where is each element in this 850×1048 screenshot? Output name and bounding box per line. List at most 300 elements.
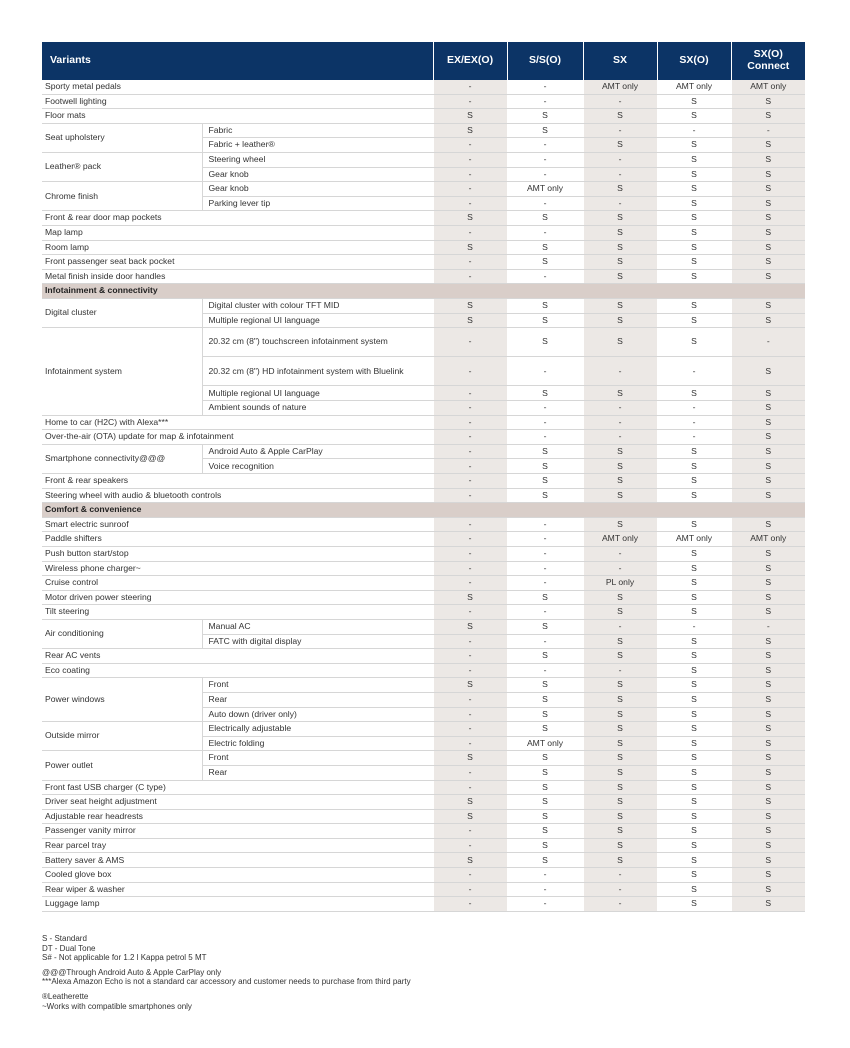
variant-value: S [583, 211, 657, 226]
variant-value: S [657, 765, 731, 780]
variant-value: S [583, 255, 657, 270]
variant-value: - [657, 415, 731, 430]
variant-value: S [583, 225, 657, 240]
feature-name: Eco coating [42, 663, 433, 678]
table-row [42, 751, 805, 766]
table-row [42, 80, 805, 94]
variant-value: S [731, 182, 805, 197]
table-body [42, 80, 805, 911]
variant-value: S [657, 795, 731, 810]
footnotes [42, 934, 411, 1011]
sub-feature-name: FATC with digital display [202, 634, 433, 649]
table-row [42, 663, 805, 678]
table-header [42, 42, 805, 80]
feature-name: Wireless phone charger~ [42, 561, 433, 576]
variant-value: - [507, 138, 583, 153]
variant-value: S [731, 415, 805, 430]
variant-value: S [731, 459, 805, 474]
header-row [42, 42, 805, 80]
variant-value: - [433, 474, 507, 489]
variant-value: - [433, 255, 507, 270]
variant-value: - [583, 94, 657, 109]
variant-value: S [657, 517, 731, 532]
variant-value: - [433, 182, 507, 197]
variant-value: S [583, 824, 657, 839]
sub-feature-name: Manual AC [202, 619, 433, 634]
feature-name: Front fast USB charger (C type) [42, 780, 433, 795]
feature-name: Floor mats [42, 109, 433, 124]
variant-value: - [657, 357, 731, 386]
variant-value: S [507, 751, 583, 766]
variant-value: S [731, 211, 805, 226]
table-row [42, 853, 805, 868]
variant-value: - [507, 152, 583, 167]
variant-value: - [583, 663, 657, 678]
variant-value: S [731, 138, 805, 153]
variant-value: S [731, 897, 805, 912]
section-row [42, 503, 805, 518]
table-row [42, 488, 805, 503]
sub-feature-name: Fabric + leather® [202, 138, 433, 153]
sub-feature-name: Android Auto & Apple CarPlay [202, 444, 433, 459]
feature-name: Front & rear speakers [42, 474, 433, 489]
variant-value: - [433, 868, 507, 883]
variant-value: S [657, 167, 731, 182]
spec-sheet [42, 42, 805, 912]
variant-value: S [507, 765, 583, 780]
variant-value: S [657, 94, 731, 109]
variant-value: S [731, 255, 805, 270]
variant-value: - [731, 328, 805, 357]
variant-value: - [507, 634, 583, 649]
variant-value: S [731, 225, 805, 240]
variant-value: S [433, 619, 507, 634]
variant-value: - [433, 517, 507, 532]
footnote: @@@Through Android Auto & Apple CarPlay only [42, 967, 222, 977]
variant-value: - [507, 430, 583, 445]
variant-value: AMT only [507, 182, 583, 197]
variant-value: - [657, 619, 731, 634]
table-row [42, 605, 805, 620]
variant-value: S [507, 722, 583, 737]
variant-value: S [731, 868, 805, 883]
variant-value: S [731, 736, 805, 751]
variant-value: S [731, 167, 805, 182]
variant-value: - [583, 357, 657, 386]
variant-value: - [433, 415, 507, 430]
variant-value: S [583, 780, 657, 795]
variant-value: S [731, 269, 805, 284]
feature-name: Front & rear door map pockets [42, 211, 433, 226]
variant-value: - [433, 444, 507, 459]
variant-value: - [583, 897, 657, 912]
feature-name: Push button start/stop [42, 547, 433, 562]
variant-value: S [731, 313, 805, 328]
variant-value: S [657, 298, 731, 313]
footnote: DT - Dual Tone [42, 943, 96, 953]
variant-value: AMT only [731, 532, 805, 547]
variant-value: - [433, 357, 507, 386]
feature-name: Cruise control [42, 576, 433, 591]
variant-value: - [507, 401, 583, 416]
section-title: Infotainment & connectivity [42, 284, 805, 299]
variant-value: S [583, 488, 657, 503]
variant-value: S [731, 765, 805, 780]
table-row [42, 780, 805, 795]
variant-value: S [731, 517, 805, 532]
variant-value: - [657, 401, 731, 416]
variant-value: - [433, 532, 507, 547]
variant-value: S [731, 444, 805, 459]
variant-value: - [507, 576, 583, 591]
variant-value: S [731, 780, 805, 795]
variant-value: - [583, 547, 657, 562]
variant-value: - [433, 401, 507, 416]
feature-name: Paddle shifters [42, 532, 433, 547]
header-sx: SX [583, 42, 657, 80]
variant-value: S [433, 123, 507, 138]
footnote: ***Alexa Amazon Echo is not a standard car accessory and customer needs to purchase from third party [42, 977, 411, 987]
variant-value: - [433, 196, 507, 211]
variant-value: S [433, 590, 507, 605]
variant-value: S [583, 634, 657, 649]
feature-name: Map lamp [42, 225, 433, 240]
variant-value: S [583, 240, 657, 255]
variant-value: S [583, 853, 657, 868]
table-row [42, 225, 805, 240]
sub-feature-name: Gear knob [202, 182, 433, 197]
variant-value: S [731, 94, 805, 109]
variant-value: S [507, 313, 583, 328]
feature-name: Metal finish inside door handles [42, 269, 433, 284]
variant-value: S [731, 547, 805, 562]
variant-value: S [657, 240, 731, 255]
variant-value: - [433, 765, 507, 780]
table-row [42, 678, 805, 693]
variant-value: S [583, 459, 657, 474]
table-row [42, 590, 805, 605]
variant-value: S [507, 123, 583, 138]
sub-feature-name: Ambient sounds of nature [202, 401, 433, 416]
variant-value: S [657, 605, 731, 620]
feature-name: Driver seat height adjustment [42, 795, 433, 810]
variant-value: - [433, 430, 507, 445]
variant-value: S [433, 678, 507, 693]
variant-value: S [433, 313, 507, 328]
variant-value: S [583, 138, 657, 153]
variant-value: S [583, 692, 657, 707]
variant-value: S [657, 488, 731, 503]
variant-value: S [583, 722, 657, 737]
variant-value: AMT only [583, 80, 657, 94]
variant-value: S [731, 678, 805, 693]
variant-value: - [731, 619, 805, 634]
feature-name: Over-the-air (OTA) update for map & infotainment [42, 430, 433, 445]
variant-value: - [507, 517, 583, 532]
variant-value: AMT only [657, 80, 731, 94]
variant-value: - [433, 328, 507, 357]
variant-value: - [433, 605, 507, 620]
variant-value: S [731, 152, 805, 167]
variant-value: - [433, 780, 507, 795]
sub-feature-name: Rear [202, 765, 433, 780]
variant-value: S [731, 488, 805, 503]
table-row [42, 649, 805, 664]
variant-value: S [657, 634, 731, 649]
variant-value: - [583, 430, 657, 445]
variant-value: S [507, 109, 583, 124]
variant-value: AMT only [507, 736, 583, 751]
variant-value: S [731, 474, 805, 489]
feature-name: Battery saver & AMS [42, 853, 433, 868]
variant-value: - [583, 123, 657, 138]
table-row [42, 298, 805, 313]
table-row [42, 868, 805, 883]
variant-value: - [433, 576, 507, 591]
variant-value: - [433, 838, 507, 853]
variant-value: S [507, 824, 583, 839]
variant-value: - [507, 547, 583, 562]
variant-value: S [731, 795, 805, 810]
variant-value: S [731, 707, 805, 722]
sub-feature-name: Multiple regional UI language [202, 313, 433, 328]
variant-value: S [507, 795, 583, 810]
table-row [42, 94, 805, 109]
feature-name: Leather® pack [42, 152, 202, 181]
variant-value: AMT only [657, 532, 731, 547]
table-row [42, 619, 805, 634]
variant-value: - [433, 138, 507, 153]
variant-value: S [583, 765, 657, 780]
variant-value: S [731, 401, 805, 416]
variant-value: S [657, 678, 731, 693]
sub-feature-name: Electric folding [202, 736, 433, 751]
variant-value: S [507, 255, 583, 270]
variant-value: S [731, 882, 805, 897]
section-row [42, 284, 805, 299]
variant-value: - [583, 167, 657, 182]
variant-value: S [507, 853, 583, 868]
variant-value: - [433, 547, 507, 562]
variant-value: S [731, 824, 805, 839]
variant-value: - [507, 561, 583, 576]
variant-value: - [433, 649, 507, 664]
variant-value: S [507, 809, 583, 824]
variant-value: S [657, 444, 731, 459]
variant-value: S [583, 386, 657, 401]
variant-value: S [507, 619, 583, 634]
variant-value: S [657, 474, 731, 489]
variant-value: S [731, 196, 805, 211]
variant-value: - [657, 430, 731, 445]
variant-value: - [433, 152, 507, 167]
variant-value: S [657, 561, 731, 576]
table-row [42, 882, 805, 897]
variant-value: S [583, 328, 657, 357]
variant-value: S [583, 298, 657, 313]
variant-value: - [583, 561, 657, 576]
sub-feature-name: Digital cluster with colour TFT MID [202, 298, 433, 313]
feature-name: Rear parcel tray [42, 838, 433, 853]
footnote: S# - Not applicable for 1.2 l Kappa petrol 5 MT [42, 953, 207, 963]
variant-value: S [731, 722, 805, 737]
variant-value: S [433, 853, 507, 868]
variant-value: - [507, 80, 583, 94]
variant-value: - [583, 196, 657, 211]
variant-value: S [433, 211, 507, 226]
variant-value: - [583, 868, 657, 883]
variant-value: S [507, 780, 583, 795]
variant-value: - [433, 663, 507, 678]
variant-value: - [657, 123, 731, 138]
variant-value: S [583, 517, 657, 532]
feature-name: Rear AC vents [42, 649, 433, 664]
feature-name: Tilt steering [42, 605, 433, 620]
footnote: S - Standard [42, 934, 87, 943]
variant-value: - [433, 634, 507, 649]
variant-value: S [507, 211, 583, 226]
sub-feature-name: 20.32 cm (8") HD infotainment system with Bluelink [202, 357, 433, 386]
variant-value: S [583, 269, 657, 284]
sub-feature-name: Fabric [202, 123, 433, 138]
table-row [42, 109, 805, 124]
variant-value: S [657, 897, 731, 912]
variant-value: S [433, 751, 507, 766]
variant-value: S [433, 809, 507, 824]
variant-value: - [507, 269, 583, 284]
sub-feature-name: 20.32 cm (8") touchscreen infotainment system [202, 328, 433, 357]
table-row [42, 795, 805, 810]
variant-value: S [657, 196, 731, 211]
variant-value: S [731, 430, 805, 445]
variant-value: S [657, 736, 731, 751]
variant-value: S [583, 182, 657, 197]
variant-feature-table [42, 42, 805, 912]
variant-value: S [731, 751, 805, 766]
variant-value: - [433, 882, 507, 897]
variant-value: S [583, 109, 657, 124]
variant-value: - [583, 415, 657, 430]
feature-name: Front passenger seat back pocket [42, 255, 433, 270]
variant-value: S [583, 795, 657, 810]
table-row [42, 415, 805, 430]
table-row [42, 328, 805, 357]
variant-value: S [731, 298, 805, 313]
variant-value: S [433, 109, 507, 124]
table-row [42, 576, 805, 591]
feature-name: Rear wiper & washer [42, 882, 433, 897]
variant-value: - [507, 532, 583, 547]
variant-value: S [731, 240, 805, 255]
variant-value: S [507, 328, 583, 357]
table-row [42, 255, 805, 270]
variant-value: S [657, 751, 731, 766]
variant-value: S [657, 547, 731, 562]
variant-value: S [731, 649, 805, 664]
section-title: Comfort & convenience [42, 503, 805, 518]
variant-value: S [657, 255, 731, 270]
feature-name: Chrome finish [42, 182, 202, 211]
variant-value: S [583, 444, 657, 459]
feature-name: Passenger vanity mirror [42, 824, 433, 839]
table-row [42, 809, 805, 824]
variant-value: S [583, 707, 657, 722]
variant-value: - [583, 401, 657, 416]
variant-value: S [657, 313, 731, 328]
variant-value: S [583, 678, 657, 693]
variant-value: - [507, 167, 583, 182]
feature-name: Motor driven power steering [42, 590, 433, 605]
variant-value: - [507, 196, 583, 211]
variant-value: S [657, 868, 731, 883]
footnote: ®Leatherette [42, 991, 89, 1001]
variant-value: S [731, 576, 805, 591]
feature-name: Footwell lighting [42, 94, 433, 109]
header-variants: Variants [42, 42, 433, 80]
variant-value: S [507, 386, 583, 401]
variant-value: S [583, 809, 657, 824]
variant-value: S [433, 240, 507, 255]
variant-value: - [433, 167, 507, 182]
variant-value: S [657, 182, 731, 197]
table-row [42, 824, 805, 839]
feature-name: Cooled glove box [42, 868, 433, 883]
variant-value: S [657, 590, 731, 605]
variant-value: - [433, 561, 507, 576]
table-row [42, 474, 805, 489]
variant-value: S [731, 809, 805, 824]
variant-value: - [433, 488, 507, 503]
feature-name: Sporty metal pedals [42, 80, 433, 94]
table-row [42, 897, 805, 912]
variant-value: - [583, 152, 657, 167]
variant-value: S [433, 795, 507, 810]
variant-value: S [657, 780, 731, 795]
variant-value: S [731, 561, 805, 576]
variant-value: S [731, 109, 805, 124]
variant-value: S [507, 649, 583, 664]
table-row [42, 517, 805, 532]
feature-name: Digital cluster [42, 298, 202, 327]
variant-value: S [657, 152, 731, 167]
variant-value: S [657, 138, 731, 153]
variant-value: - [433, 722, 507, 737]
footnote: ~Works with compatible smartphones only [42, 1001, 192, 1011]
variant-value: S [507, 444, 583, 459]
variant-value: S [657, 225, 731, 240]
variant-value: - [507, 357, 583, 386]
table-row [42, 211, 805, 226]
variant-value: S [507, 240, 583, 255]
variant-value: S [731, 853, 805, 868]
variant-value: - [507, 897, 583, 912]
feature-name: Room lamp [42, 240, 433, 255]
variant-value: - [507, 605, 583, 620]
variant-value: S [657, 722, 731, 737]
feature-name: Smart electric sunroof [42, 517, 433, 532]
variant-value: S [657, 824, 731, 839]
sub-feature-name: Front [202, 751, 433, 766]
table-row [42, 269, 805, 284]
sub-feature-name: Rear [202, 692, 433, 707]
sub-feature-name: Multiple regional UI language [202, 386, 433, 401]
feature-name: Outside mirror [42, 722, 202, 751]
variant-value: S [731, 357, 805, 386]
variant-value: - [433, 269, 507, 284]
variant-value: S [657, 109, 731, 124]
variant-value: - [433, 80, 507, 94]
variant-value: S [507, 707, 583, 722]
